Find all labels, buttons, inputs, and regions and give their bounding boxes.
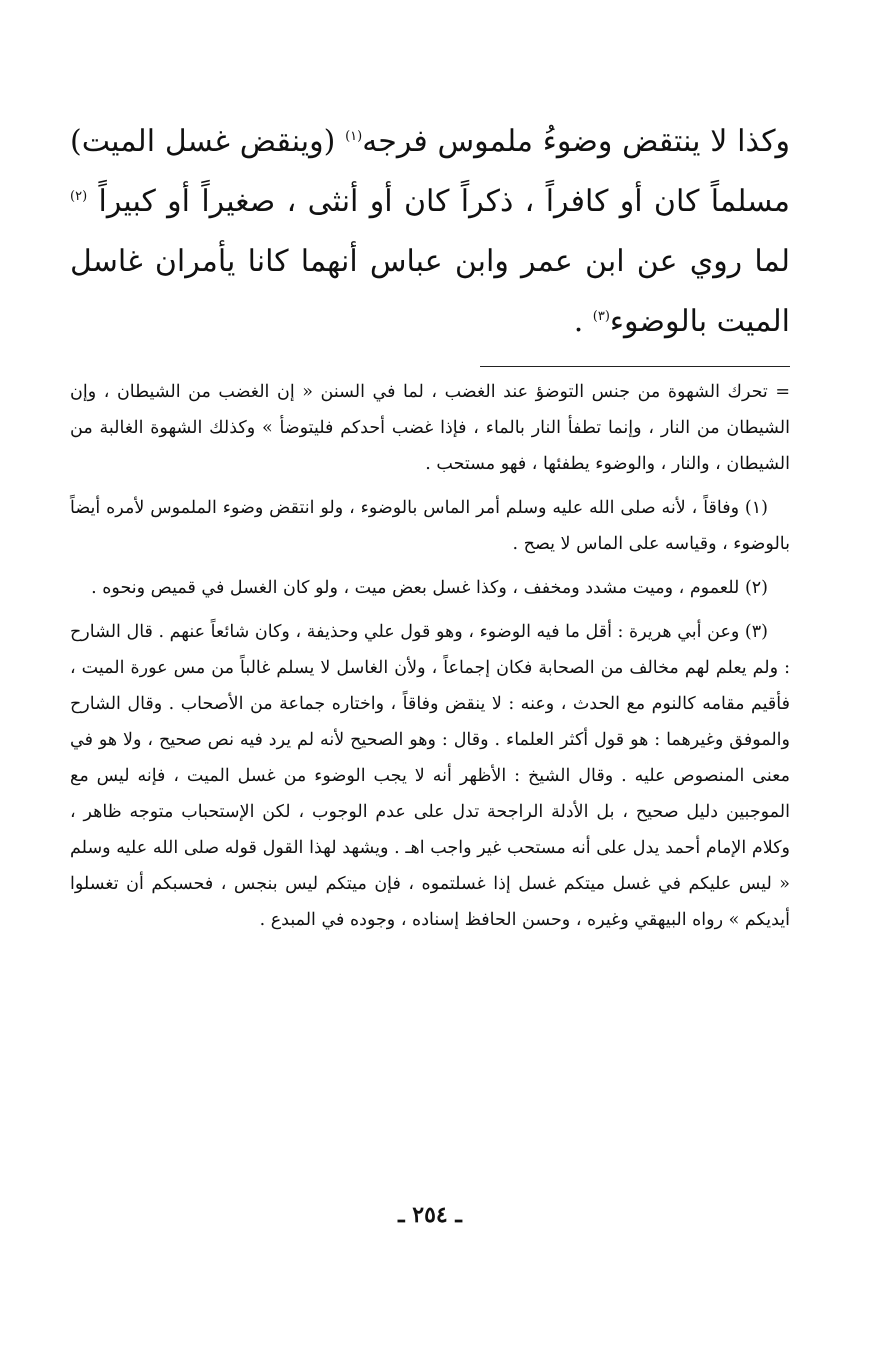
main-text-part-d: . [573,304,593,339]
footnote-continuation: = تحرك الشهوة من جنس التوضؤ عند الغضب ، لما في السنن « إن الغضب من الشيطان ، وإن الشيطان من النار ، وإنما تطفأ النار بالماء ، فإذا غضب أحدكم فليتوضأ » وكذلك الشهوة الغالبة من الشيطان ، والنار ، والوضوء يطفئها ، فهو مستحب . [70,382,790,474]
footnote-3: (٣) وعن أبي هريرة : أقل ما فيه الوضوء ، وهو قول علي وحذيفة ، وكان شائعاً عنهم . قال الشارح : ولم يعلم لهم مخالف من الصحابة فكان إجماعاً ، ولأن الغاسل لا يسلم غالباً من مس عورة الميت ، فأقيم مقامه كالنوم مع الحدث ، وعنه : لا ينقض وفاقاً ، واختاره جماعة من الأصحاب . وقال الشارح والموفق وغيرهما : هو قول أكثر العلماء . وقال : وهو الصحيح لأنه لم يرد فيه نص صحيح ، ولا هو في معنى المنصوص عليه . وقال الشيخ : الأظهر أنه لا يجب الوضوء من غسل الميت ، فإنه ليس مع الموجبين دليل صحيح ، بل الأدلة الراجحة تدل على عدم الوجوب ، لكن الإستحباب متوجه ظاهر ، وكلام الإمام أحمد يدل على أنه مستحب غير واجب اهـ . ويشهد لهذا القول قوله صلى الله عليه وسلم « ليس عليكم في غسل ميتكم غسل إذا غسلتموه ، فإن ميتكم ليس بنجس ، فحسبكم أن تغسلوا أيديكم » رواه البيهقي وغيره ، وحسن الحافظ إسناده ، وجوده في المبدع . [70,622,790,930]
footnote-marker-2: (٢) [70,189,88,204]
footnotes [70,374,790,946]
page-number: ـ ٢٥٤ ـ [398,1202,462,1228]
footnote-2: (٢) للعموم ، وميت مشدد ومخفف ، وكذا غسل بعض ميت ، ولو كان الغسل في قميص ونحوه . [91,578,768,598]
main-paragraph [70,112,790,352]
main-text-part-c: لما روي عن ابن عمر وابن عباس أنهما كانا يأمران غاسل الميت بالوضوء [70,244,790,339]
footnote-marker-3: (٣) [592,309,610,324]
main-text [70,112,790,352]
footnote-marker-1: (١) [345,129,363,144]
footnote-1: (١) وفاقاً ، لأنه صلى الله عليه وسلم أمر الماس بالوضوء ، ولو انتقض وضوء الملموس لأمره أيضاً بالوضوء ، وقياسه على الماس لا يصح . [70,498,790,554]
main-text-part-a: وكذا لا ينتقض وضوءُ ملموس فرجه [362,124,790,159]
footnote-divider [480,366,790,367]
main-text-part-b: (وينقض غسل الميت) مسلماً كان أو كافراً ، ذكراً كان أو أنثى ، صغيراً أو كبيراً [70,124,790,219]
